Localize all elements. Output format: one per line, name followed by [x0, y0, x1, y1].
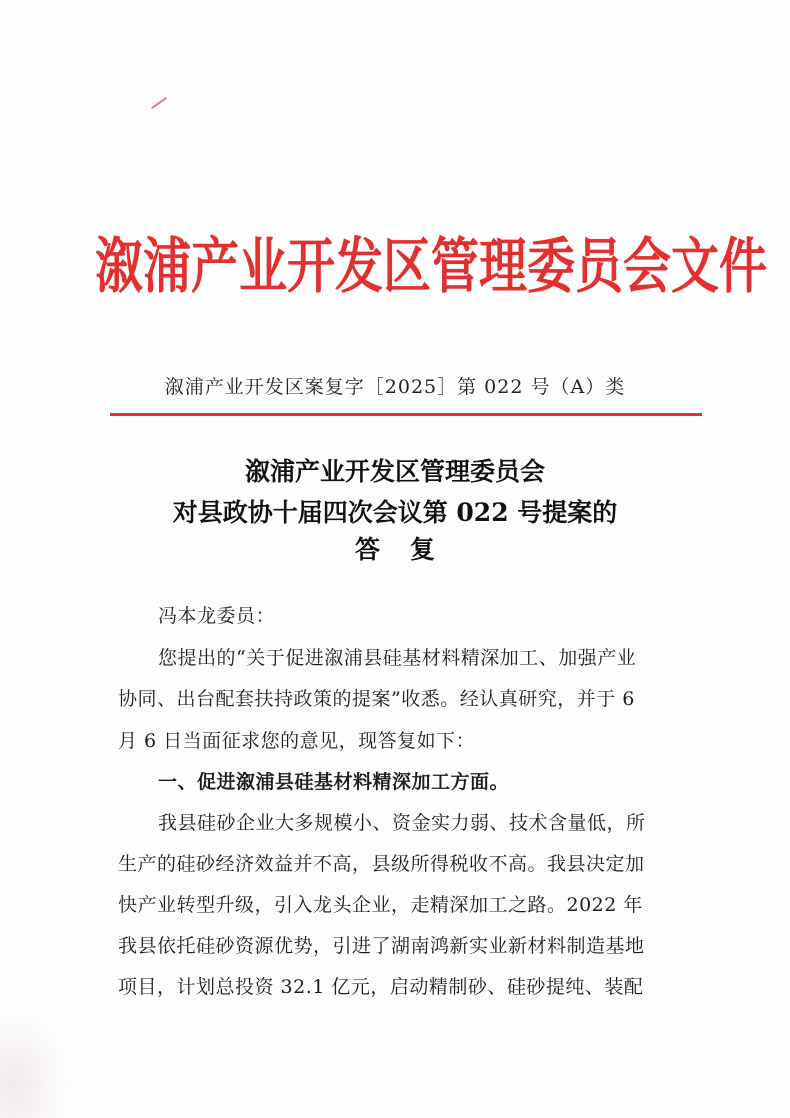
salutation: 冯本龙委员： [158, 605, 276, 627]
letterhead-title: 溆浦产业开发区管理委员会文件 [95, 231, 768, 302]
document-number: 溆浦产业开发区案复字［2025］第 022 号（A）类 [164, 376, 626, 398]
section-heading-1: 一、促进溆浦县硅基材料精深加工方面。 [158, 771, 510, 793]
paragraph-2-line-1: 我县硅砂企业大多规模小、资金实力弱、技术含量低，所 [158, 812, 646, 834]
paragraph-2-line-5: 项目，计划总投资 32.1 亿元，启动精制砂、硅砂提纯、装配 [118, 976, 644, 998]
red-divider [110, 413, 702, 416]
title-line-3: 答复 [354, 535, 465, 564]
title-line-1: 溆浦产业开发区管理委员会 [244, 457, 545, 486]
paragraph-2-line-2: 生产的硅砂经济效益并不高，县级所得税收不高。我县决定加 [118, 853, 645, 875]
paragraph-2-line-3: 快产业转型升级，引入龙头企业，走精深加工之路。2022 年 [118, 894, 643, 916]
paragraph-2-line-4: 我县依托硅砂资源优势，引进了湖南鸿新实业新材料制造基地 [118, 935, 645, 957]
paragraph-1-line-1: 您提出的“关于促进溆浦县硅基材料精深加工、加强产业 [158, 647, 637, 669]
paragraph-1-line-3: 月 6 日当面征求您的意见，现答复如下： [118, 730, 476, 752]
paragraph-1-line-2: 协同、出台配套扶持政策的提案”收悉。经认真研究，并于 6 [118, 688, 635, 710]
ink-mark [151, 97, 167, 109]
paper-stain [0, 1010, 70, 1118]
title-line-2: 对县政协十届四次会议第 022 号提案的 [172, 498, 618, 527]
